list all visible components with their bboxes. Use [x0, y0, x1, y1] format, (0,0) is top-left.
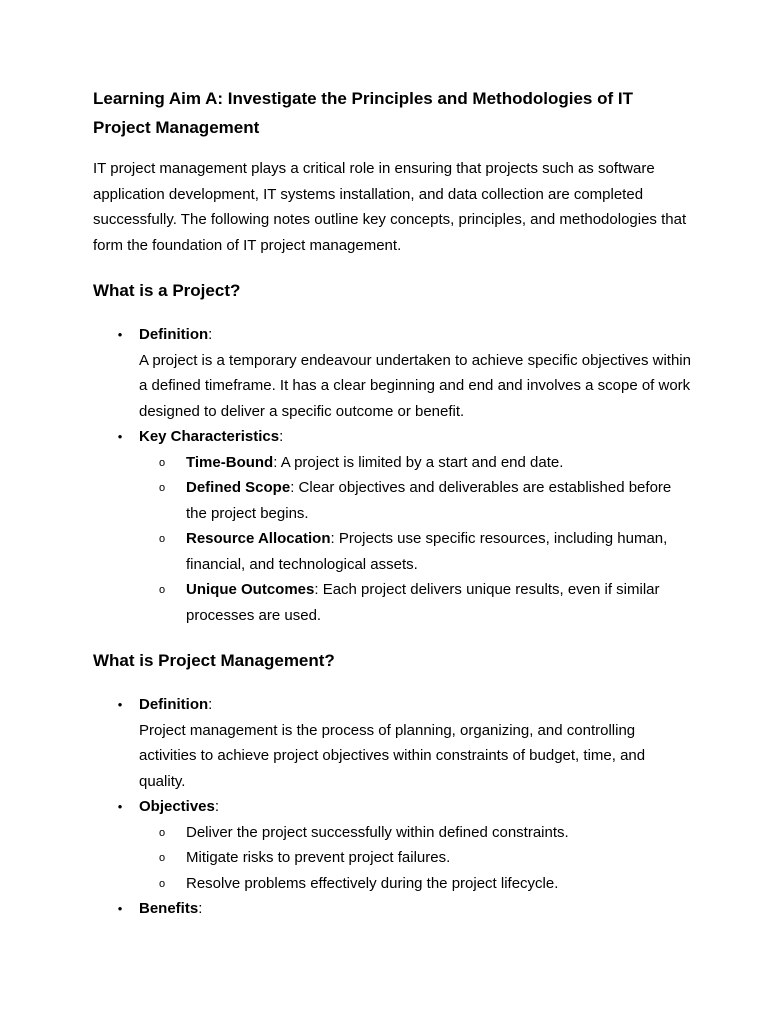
label-colon: :	[279, 428, 284, 445]
list-item-definition	[93, 692, 693, 794]
bullet-icon: •	[117, 799, 123, 814]
subitem-text: Resolve problems effectively during the project lifecycle.	[186, 874, 559, 892]
label-colon: :	[198, 900, 203, 917]
definition-text: Project management is the process of planning, organizing, and controlling activities to achieve project objectives within constraints of budget, time, and quality.	[139, 721, 646, 790]
circle-bullet-icon: o	[159, 584, 166, 596]
list-item-key-characteristics	[93, 424, 693, 628]
document-body	[93, 84, 693, 922]
characteristics-sublist	[139, 450, 693, 629]
subitem-text: : Projects use specific resources, including human, financial, and technological assets.	[186, 530, 668, 573]
sublist-item	[139, 577, 693, 628]
label-colon: :	[214, 798, 220, 815]
circle-bullet-icon: o	[159, 482, 166, 494]
sublist-item	[139, 526, 693, 577]
circle-bullet-icon: o	[159, 826, 166, 839]
label-colon: :	[208, 326, 213, 343]
sublist-item	[139, 845, 693, 871]
subitem-label: Defined Scope	[186, 479, 291, 496]
item-label: Objectives	[139, 798, 215, 815]
sublist-item	[139, 871, 693, 897]
subitem-text: : A project is limited by a start and end date.	[273, 453, 564, 471]
item-label: Definition	[139, 696, 209, 713]
item-label: Key Characteristics	[139, 428, 280, 445]
circle-bullet-icon: o	[159, 533, 166, 545]
list-item-definition	[93, 322, 693, 424]
document-title: Learning Aim A: Investigate the Principles and Methodologies of IT Project Management	[93, 89, 633, 137]
subitem-label: Time-Bound	[186, 453, 274, 471]
subitem-text: Mitigate risks to prevent project failures.	[186, 849, 451, 866]
subitem-text: Deliver the project successfully within defined constraints.	[186, 823, 569, 841]
label-colon: :	[208, 696, 213, 713]
intro-paragraph: IT project management plays a critical role in ensuring that projects such as software application development, IT systems installation, and data collection are completed successfully. The following notes outline key concepts, principles, and methodologies that form the foundation of IT project management.	[93, 160, 687, 254]
definition-text: A project is a temporary endeavour undertaken to achieve specific objectives within a defined timeframe. It has a clear beginning and end and involves a scope of work designed to deliver a specific outcome or benefit.	[139, 351, 691, 420]
bullet-icon: •	[117, 697, 123, 712]
subitem-text: : Clear objectives and deliverables are established before the project begins.	[186, 479, 672, 522]
sublist-item	[139, 450, 693, 476]
bullet-icon: •	[117, 429, 123, 444]
project-list	[93, 322, 693, 628]
project-management-list	[93, 692, 693, 922]
bullet-icon: •	[117, 901, 123, 916]
bullet-icon: •	[117, 327, 123, 342]
list-item-objectives	[93, 794, 693, 896]
circle-bullet-icon: o	[159, 456, 166, 469]
subitem-text: : Each project delivers unique results, even if similar processes are used.	[186, 581, 660, 624]
item-label: Benefits	[139, 900, 199, 917]
subitem-label: Resource Allocation	[186, 530, 331, 547]
sublist-item	[139, 820, 693, 846]
subitem-label: Unique Outcomes	[186, 581, 315, 598]
objectives-sublist	[139, 820, 693, 897]
item-label: Definition	[139, 326, 209, 343]
section-heading-what-is-project-management: What is Project Management?	[93, 651, 335, 670]
list-item-benefits	[93, 896, 693, 922]
section-heading-what-is-a-project: What is a Project?	[93, 281, 241, 300]
sublist-item	[139, 475, 693, 526]
circle-bullet-icon: o	[159, 877, 166, 890]
circle-bullet-icon: o	[159, 852, 166, 864]
